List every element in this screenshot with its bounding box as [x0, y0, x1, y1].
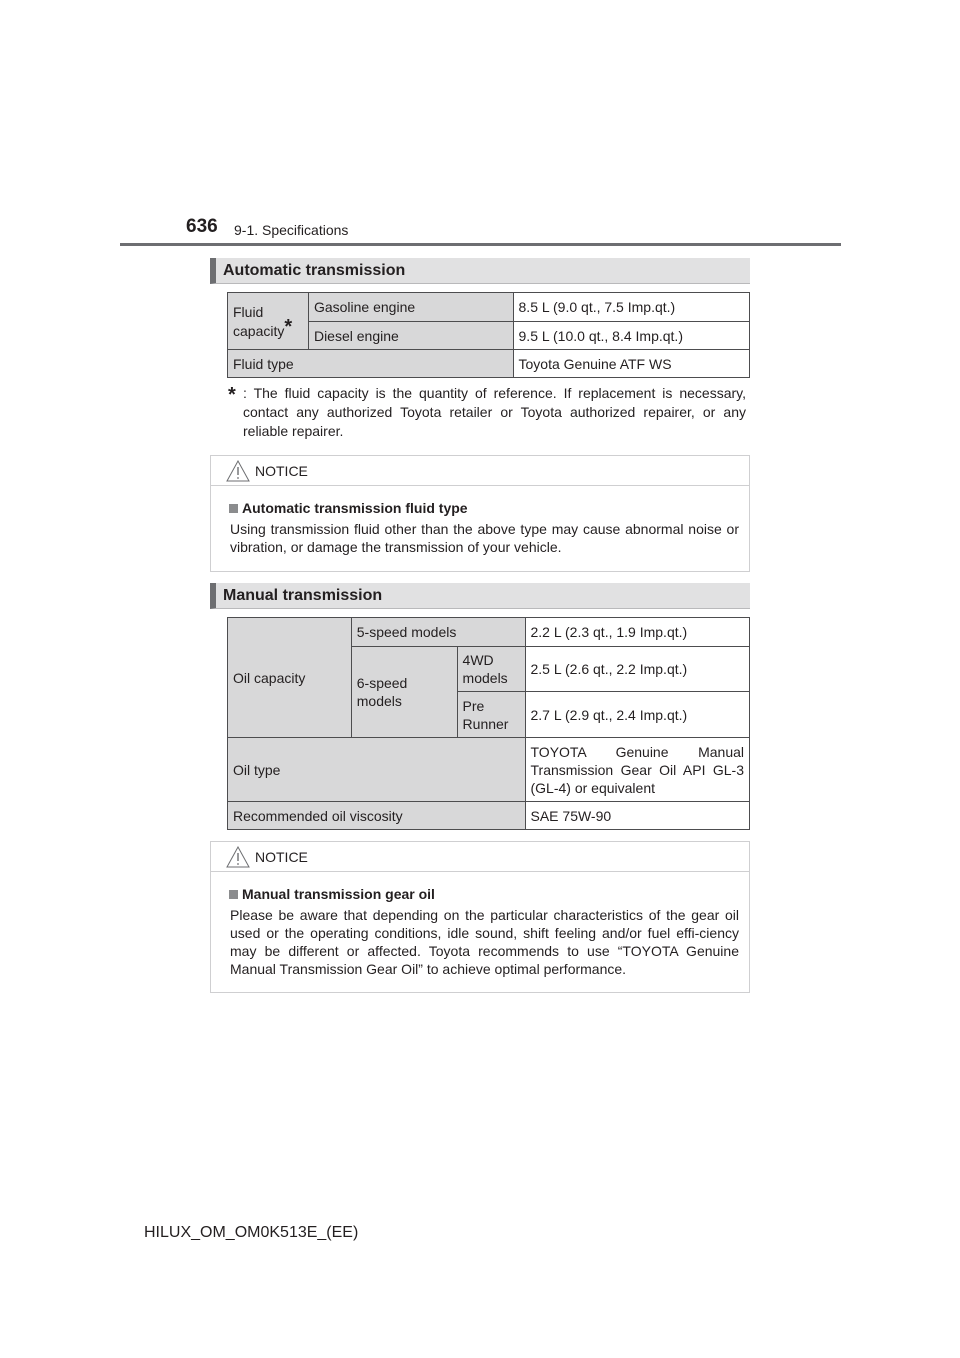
fluid-type-label: Fluid type: [228, 350, 514, 378]
document-id: HILUX_OM_OM0K513E_(EE): [144, 1224, 359, 1241]
fluid-capacity-label-cell: [228, 293, 309, 350]
diesel-engine-label: Diesel engine: [308, 322, 513, 350]
notice-subtitle: [229, 499, 739, 517]
footnote: [228, 384, 746, 441]
prerunner-label: Pre Runner: [457, 692, 525, 738]
notice-box-manual: [210, 841, 750, 993]
page-number: 636: [186, 216, 218, 237]
notice-title: NOTICE: [255, 463, 308, 479]
notice-box-automatic: [210, 455, 750, 572]
notice-subtitle-text: Manual transmission gear oil: [242, 886, 435, 902]
footnote-marker: *: [284, 316, 293, 338]
square-bullet-icon: [229, 890, 238, 899]
fluid-type-value: Toyota Genuine ATF WS: [513, 350, 749, 378]
notice-header: [211, 456, 749, 486]
oil-capacity-label: Oil capacity: [228, 618, 352, 738]
oil-type-label: Oil type: [228, 738, 526, 802]
gasoline-engine-value: 8.5 L (9.0 qt., 7.5 Imp.qt.): [513, 293, 749, 322]
section-title: 9-1. Specifications: [234, 222, 349, 238]
notice-header: [211, 842, 749, 872]
six-speed-label: 6-speed models: [351, 647, 457, 738]
square-bullet-icon: [229, 504, 238, 513]
notice-subtitle: [229, 885, 739, 903]
viscosity-value: SAE 75W-90: [525, 802, 750, 830]
header-divider: [120, 243, 841, 246]
manual-transmission-table: [227, 617, 750, 830]
automatic-transmission-heading: Automatic transmission: [210, 258, 750, 284]
fourwd-value: 2.5 L (2.6 qt., 2.2 Imp.qt.): [525, 647, 750, 692]
five-speed-value: 2.2 L (2.3 qt., 1.9 Imp.qt.): [525, 618, 750, 647]
diesel-engine-value: 9.5 L (10.0 qt., 8.4 Imp.qt.): [513, 322, 749, 350]
footnote-text: : The fluid capacity is the quantity of reference. If replacement is necessary, contact any authorized Toyota retailer or Toyota authorized repairer, or any reliable repairer.: [243, 385, 746, 439]
notice-text: Please be aware that depending on the particular characteristics of the gear oil used or the operating conditions, idle sound, shift feeling and/or fuel effi-ciency may be different or affected. Toyota recommends to use “TOYOTA Genuine Manual Transmission Gear Oil” to achieve optimal performance.: [230, 907, 739, 977]
prerunner-value: 2.7 L (2.9 qt., 2.4 Imp.qt.): [525, 692, 750, 738]
five-speed-label: 5-speed models: [351, 618, 525, 647]
warning-triangle-icon: [226, 460, 250, 482]
oil-type-value: TOYOTA Genuine Manual Transmission Gear Oil API GL-3 (GL-4) or equivalent: [525, 738, 750, 802]
fluid-capacity-label: Fluid capacity: [233, 304, 285, 339]
automatic-transmission-table: [227, 292, 750, 378]
gasoline-engine-label: Gasoline engine: [308, 293, 513, 322]
manual-transmission-heading: Manual transmission: [210, 583, 750, 609]
notice-subtitle-text: Automatic transmission fluid type: [242, 500, 468, 516]
warning-triangle-icon: [226, 846, 250, 868]
fourwd-label: 4WD models: [457, 647, 525, 692]
notice-text: Using transmission fluid other than the above type may cause abnormal noise or vibration, or damage the transmission of your vehicle.: [230, 521, 739, 555]
notice-body: [211, 872, 749, 990]
notice-title: NOTICE: [255, 849, 308, 865]
footnote-star: *: [228, 384, 236, 406]
viscosity-label: Recommended oil viscosity: [228, 802, 526, 830]
notice-body: [211, 486, 749, 568]
